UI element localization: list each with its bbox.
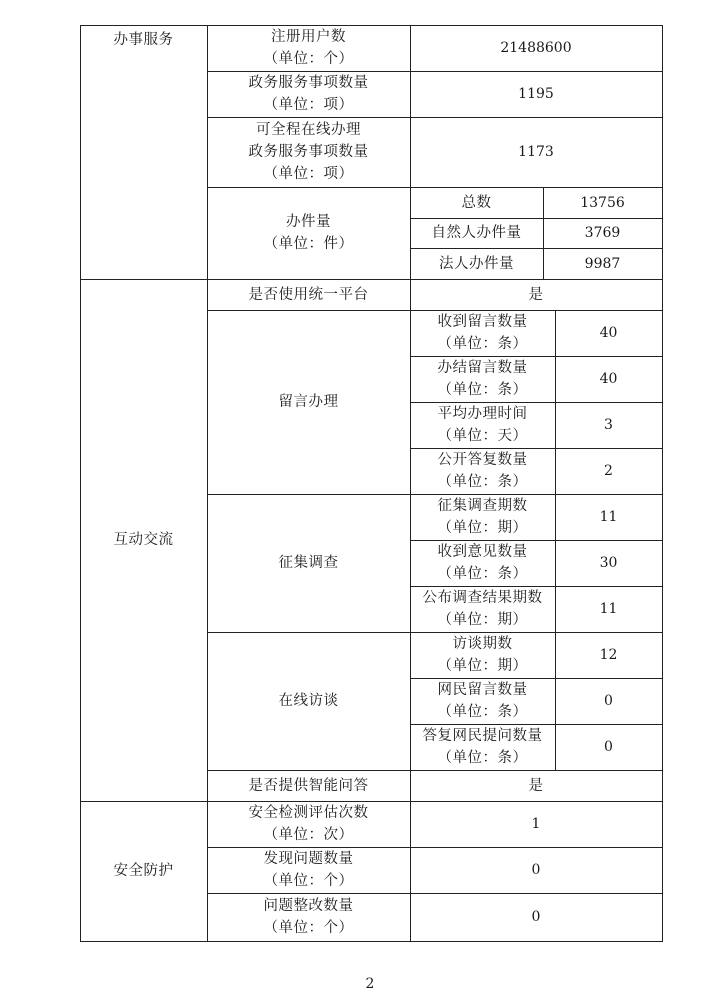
value-text: 1173 bbox=[518, 144, 554, 160]
label-line: （单位：个） bbox=[263, 920, 354, 936]
label-line: 办件量 bbox=[286, 214, 331, 230]
label-line: 征集调查 bbox=[278, 555, 339, 571]
label-line: 公开答复数量 bbox=[437, 452, 528, 468]
row-label-online-items bbox=[207, 117, 410, 187]
page-number: 2 bbox=[365, 976, 375, 992]
sub-label-public-replies bbox=[410, 448, 555, 494]
value-text: 0 bbox=[604, 739, 613, 755]
row-label-cases bbox=[207, 187, 410, 279]
label-line: （单位：期） bbox=[437, 520, 528, 536]
label-line: （单位：条） bbox=[437, 566, 528, 582]
value-online-items bbox=[410, 117, 662, 187]
value-issues-found bbox=[410, 847, 662, 893]
value-service-items bbox=[410, 71, 662, 117]
sub-label-cases-natural bbox=[410, 218, 543, 248]
value-text: 1 bbox=[531, 816, 541, 832]
sub-label-netizen-messages bbox=[410, 678, 555, 724]
sub-label-opinions bbox=[410, 540, 555, 586]
value-avg-time bbox=[555, 402, 662, 448]
label-line: 政务服务事项数量 bbox=[248, 75, 369, 91]
row-label-issues-found bbox=[207, 847, 410, 893]
label-line: （单位：个） bbox=[263, 873, 354, 889]
label-line: （单位：条） bbox=[437, 474, 528, 490]
value-text: 12 bbox=[599, 647, 618, 663]
sub-label-cases-total bbox=[410, 187, 543, 218]
label-line: 法人办件量 bbox=[439, 255, 514, 272]
label-line: 注册用户数 bbox=[271, 29, 346, 45]
label-line: 在线访谈 bbox=[278, 693, 339, 709]
value-text: 1195 bbox=[518, 86, 554, 102]
sub-label-interview-periods bbox=[410, 632, 555, 678]
sub-label-messages-closed bbox=[410, 356, 555, 402]
label-line: （单位：条） bbox=[437, 382, 528, 398]
sub-label-cases-legal bbox=[410, 248, 543, 279]
value-text: 是 bbox=[528, 777, 544, 794]
label-line: 征集调查期数 bbox=[437, 498, 528, 514]
label-line: （单位：项） bbox=[263, 166, 354, 182]
label-line: 办结留言数量 bbox=[437, 360, 528, 376]
row-label-issues-fixed bbox=[207, 893, 410, 941]
value-messages-closed bbox=[555, 356, 662, 402]
label-line: （单位：件） bbox=[263, 236, 354, 252]
label-line: 访谈期数 bbox=[452, 636, 513, 652]
label-line: 可全程在线办理 bbox=[256, 122, 361, 138]
value-cases-total bbox=[543, 187, 662, 218]
value-text: 0 bbox=[604, 693, 613, 709]
value-opinions bbox=[555, 540, 662, 586]
value-messages-received bbox=[555, 310, 662, 356]
group-label-interview bbox=[207, 632, 410, 770]
section-name: 办事服务 bbox=[113, 32, 174, 48]
label-line: （单位：条） bbox=[437, 750, 528, 766]
label-line: 平均办理时间 bbox=[437, 406, 528, 422]
value-cases-natural bbox=[543, 218, 662, 248]
label-line: 留言办理 bbox=[278, 394, 339, 410]
label-line: 问题整改数量 bbox=[263, 898, 354, 914]
value-results-published bbox=[555, 586, 662, 632]
value-survey-periods bbox=[555, 494, 662, 540]
row-label-service-items bbox=[207, 71, 410, 117]
value-issues-fixed bbox=[410, 893, 662, 941]
section-name: 安全防护 bbox=[113, 863, 174, 879]
label-line: （单位：期） bbox=[437, 658, 528, 674]
label-line: （单位：条） bbox=[437, 704, 528, 720]
value-text: 11 bbox=[599, 601, 618, 617]
row-label-smart-qa bbox=[207, 770, 410, 801]
sub-label-netizen-replies bbox=[410, 724, 555, 770]
value-cases-legal bbox=[543, 248, 662, 279]
label-line: 答复网民提问数量 bbox=[422, 728, 543, 744]
label-line: （单位：天） bbox=[437, 428, 528, 444]
sub-label-avg-time bbox=[410, 402, 555, 448]
label-line: （单位：个） bbox=[263, 51, 354, 67]
value-smart-qa bbox=[410, 770, 662, 801]
section-label-service bbox=[80, 25, 207, 283]
value-text: 3769 bbox=[584, 225, 621, 241]
value-interview-periods bbox=[555, 632, 662, 678]
sub-label-survey-periods bbox=[410, 494, 555, 540]
label-line: 收到留言数量 bbox=[437, 314, 528, 330]
group-label-survey bbox=[207, 494, 410, 632]
label-line: （单位：期） bbox=[437, 612, 528, 628]
value-text: 9987 bbox=[584, 255, 621, 272]
section-name: 互动交流 bbox=[113, 532, 174, 548]
value-text: 13756 bbox=[580, 194, 625, 211]
label-line: 发现问题数量 bbox=[263, 851, 354, 867]
value-text: 2 bbox=[604, 463, 613, 479]
sub-label-messages-received bbox=[410, 310, 555, 356]
value-text: 40 bbox=[599, 371, 618, 387]
group-label-messages bbox=[207, 310, 410, 494]
value-netizen-messages bbox=[555, 678, 662, 724]
value-unified-platform bbox=[410, 279, 662, 310]
value-text: 是 bbox=[528, 286, 544, 303]
value-public-replies bbox=[555, 448, 662, 494]
value-text: 3 bbox=[604, 417, 613, 433]
label-line: 是否提供智能问答 bbox=[248, 777, 369, 794]
value-text: 30 bbox=[599, 555, 618, 571]
section-label-security bbox=[80, 801, 207, 941]
label-line: （单位：条） bbox=[437, 336, 528, 352]
label-line: （单位：次） bbox=[263, 827, 354, 843]
label-line: 收到意见数量 bbox=[437, 544, 528, 560]
value-text: 0 bbox=[531, 862, 541, 878]
label-line: 自然人办件量 bbox=[431, 225, 522, 241]
label-line: 政务服务事项数量 bbox=[248, 144, 369, 160]
label-line: 安全检测评估次数 bbox=[248, 805, 369, 821]
section-label-interaction bbox=[80, 279, 207, 801]
label-line: 是否使用统一平台 bbox=[248, 286, 369, 303]
label-line: 总数 bbox=[461, 194, 492, 211]
value-text: 11 bbox=[599, 509, 618, 525]
value-text: 21488600 bbox=[500, 40, 572, 56]
row-label-security-checks bbox=[207, 801, 410, 847]
sub-label-results-published bbox=[410, 586, 555, 632]
value-security-checks bbox=[410, 801, 662, 847]
row-label-registered-users bbox=[207, 25, 410, 71]
value-text: 40 bbox=[599, 325, 618, 341]
table-border-bottom bbox=[80, 941, 663, 942]
row-label-unified-platform bbox=[207, 279, 410, 310]
value-text: 0 bbox=[531, 909, 541, 925]
value-netizen-replies bbox=[555, 724, 662, 770]
table-border-right bbox=[662, 25, 663, 942]
label-line: 网民留言数量 bbox=[437, 682, 528, 698]
label-line: （单位：项） bbox=[263, 97, 354, 113]
label-line: 公布调查结果期数 bbox=[422, 590, 543, 606]
value-registered-users bbox=[410, 25, 662, 71]
